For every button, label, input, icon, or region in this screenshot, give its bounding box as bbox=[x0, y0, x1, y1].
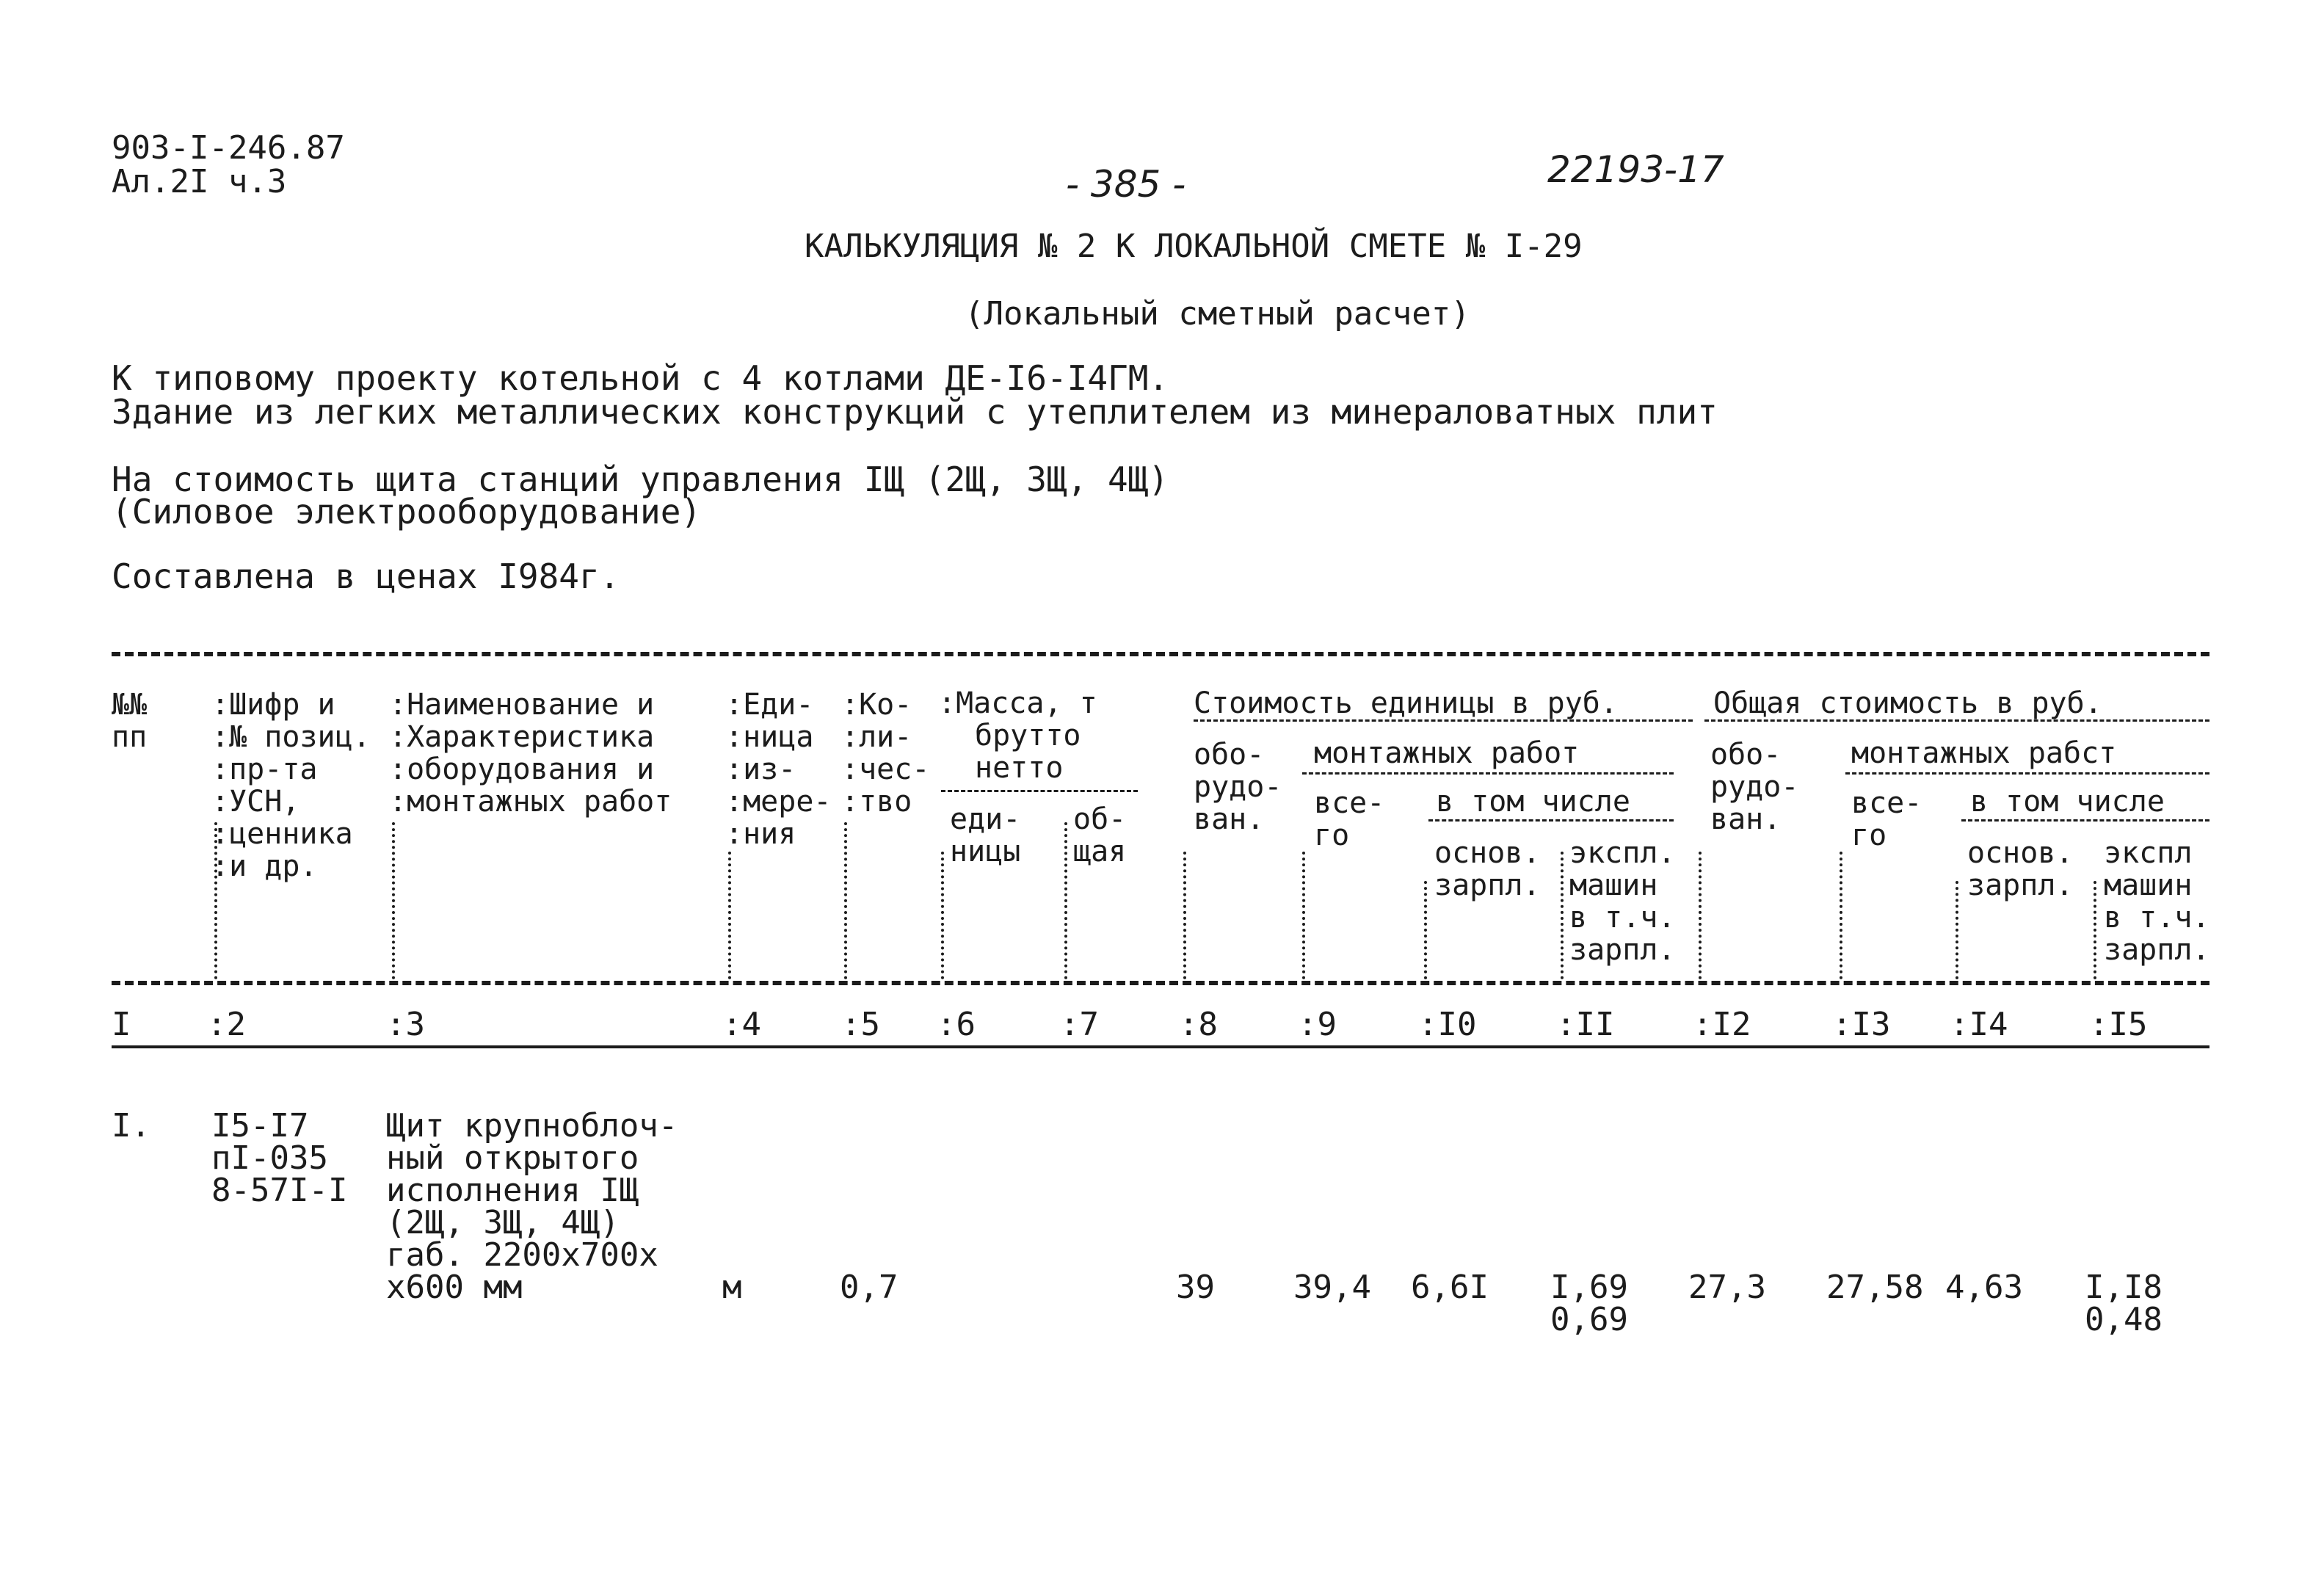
header-unit-cost: Стоимость единицы в руб. bbox=[1194, 686, 1618, 720]
row-name: Щит крупноблоч- ный открытого исполнения IЩ (2Щ, 3Щ, 4Щ) габ. 2200х700х х600 мм bbox=[386, 1107, 678, 1306]
col-sep-3 bbox=[392, 822, 395, 979]
col-sep-15 bbox=[2094, 881, 2096, 979]
total-mount-rule bbox=[1845, 772, 2209, 775]
header-unit-incl: в том числе bbox=[1436, 785, 1630, 819]
col-sep-8 bbox=[1183, 852, 1186, 979]
row-number: I. bbox=[112, 1107, 150, 1145]
header-mass-total: об- щая bbox=[1073, 802, 1127, 868]
col-number-1: I bbox=[112, 1006, 131, 1043]
col-number-6: :6 bbox=[937, 1006, 976, 1043]
page-title: КАЛЬКУЛЯЦИЯ № 2 К ЛОКАЛЬНОЙ СМЕТЕ № I-29 bbox=[805, 228, 1583, 265]
col-number-15: :I5 bbox=[2089, 1006, 2148, 1043]
project-line-1: К типовому проекту котельной с 4 котлами ДЕ-I6-I4ГМ. bbox=[112, 358, 1169, 398]
header-mass-unit: еди- ницы bbox=[950, 802, 1021, 868]
table-top-rule bbox=[112, 652, 2209, 656]
row-unit: м bbox=[722, 1269, 742, 1306]
row-total-machines: I,I8 0,48 bbox=[2085, 1269, 2163, 1338]
row-total-mount-total: 27,58 bbox=[1826, 1269, 1924, 1306]
row-qty: 0,7 bbox=[840, 1269, 898, 1306]
netto-rule bbox=[941, 790, 1138, 792]
header-total-wage: основ. зарпл. bbox=[1967, 836, 2074, 902]
row-code: I5-I7 пI-035 8-57I-I bbox=[211, 1107, 348, 1209]
col-number-12: :I2 bbox=[1693, 1006, 1751, 1043]
header-qty: :Ко- :ли- :чес- :тво bbox=[841, 688, 930, 819]
document-code: 903-I-246.87 bbox=[112, 129, 345, 167]
col-sep-10 bbox=[1424, 881, 1427, 979]
header-unit-wage: основ. зарпл. bbox=[1434, 836, 1541, 902]
col-sep-14 bbox=[1956, 881, 1958, 979]
row-unit-equip: 39 bbox=[1176, 1269, 1215, 1306]
col-number-5: :5 bbox=[841, 1006, 880, 1043]
header-code: :Шифр и :№ позиц. :пр-та :УСН, :ценника :и др. bbox=[211, 688, 371, 883]
unit-incl-rule bbox=[1428, 819, 1674, 821]
col-number-10: :I0 bbox=[1418, 1006, 1477, 1043]
col-number-11: :II bbox=[1556, 1006, 1615, 1043]
row-unit-mount-total: 39,4 bbox=[1293, 1269, 1371, 1306]
row-total-wage: 4,63 bbox=[1945, 1269, 2023, 1306]
col-number-3: :3 bbox=[386, 1006, 425, 1043]
page-number: - 385 - bbox=[1066, 163, 1186, 206]
col-number-7: :7 bbox=[1060, 1006, 1099, 1043]
col-number-4: :4 bbox=[722, 1006, 761, 1043]
header-unit-mount: монтажных работ bbox=[1314, 736, 1580, 770]
col-sep-6 bbox=[941, 852, 944, 979]
header-total-cost: Общая стоимость в руб. bbox=[1713, 686, 2102, 720]
header-num: №№ пп bbox=[112, 688, 148, 754]
unit-mount-rule bbox=[1302, 772, 1674, 775]
col-sep-5 bbox=[844, 822, 847, 979]
row-unit-machines: I,69 0,69 bbox=[1550, 1269, 1628, 1338]
page-subtitle: (Локальный сметный расчет) bbox=[965, 295, 1470, 333]
col-sep-7 bbox=[1064, 822, 1067, 979]
header-total-machines: экспл машин в т.ч. зарпл. bbox=[2104, 836, 2210, 967]
price-basis: Составлена в ценах I984г. bbox=[112, 556, 620, 596]
header-mass: :Масса, т bbox=[938, 686, 1097, 720]
row-total-equip: 27,3 bbox=[1688, 1269, 1766, 1306]
header-total-mount: монтажных рабст bbox=[1851, 736, 2117, 770]
col-sep-12 bbox=[1699, 852, 1702, 979]
row-unit-wage: 6,6I bbox=[1411, 1269, 1489, 1306]
project-line-2: Здание из легких металлических конструкций с утеплителем из минераловатных плит bbox=[112, 392, 1718, 432]
column-number-rule bbox=[112, 1045, 2209, 1048]
header-mass-netto: нетто bbox=[975, 751, 1064, 785]
col-sep-9 bbox=[1302, 852, 1305, 979]
col-number-8: :8 bbox=[1179, 1006, 1218, 1043]
col-sep-11 bbox=[1561, 852, 1564, 979]
header-total-equip: обо- рудо- ван. bbox=[1710, 738, 1799, 836]
total-incl-rule bbox=[1961, 819, 2209, 821]
header-unit-equip: обо- рудо- ван. bbox=[1194, 738, 1282, 836]
album-reference: Ал.2I ч.3 bbox=[112, 163, 287, 200]
header-total-mount-total: все- го bbox=[1851, 786, 1922, 852]
sheet-identifier: 22193-17 bbox=[1547, 148, 1724, 191]
header-unit-machines: экспл. машин в т.ч. зарпл. bbox=[1569, 836, 1676, 967]
subject-line-1: На стоимость щита станций управления IЩ (2Щ, 3Щ, 4Щ) bbox=[112, 460, 1169, 499]
col-number-9: :9 bbox=[1298, 1006, 1337, 1043]
col-sep-4 bbox=[728, 852, 731, 979]
col-number-2: :2 bbox=[207, 1006, 246, 1043]
header-unit-mount-total: все- го bbox=[1314, 786, 1385, 852]
col-sep-13 bbox=[1840, 852, 1842, 979]
header-name: :Наименование и :Характеристика :оборудования и :монтажных работ bbox=[389, 688, 672, 819]
header-unit: :Еди- :ница :из- :мере- :ния bbox=[725, 688, 832, 851]
col-number-13: :I3 bbox=[1832, 1006, 1891, 1043]
header-total-incl: в том числе bbox=[1970, 785, 2165, 819]
header-bottom-rule bbox=[112, 981, 2209, 985]
subject-line-2: (Силовое электрооборудование) bbox=[112, 492, 702, 532]
col-number-14: :I4 bbox=[1950, 1006, 2008, 1043]
header-mass-brutto: брутто bbox=[975, 719, 1081, 752]
